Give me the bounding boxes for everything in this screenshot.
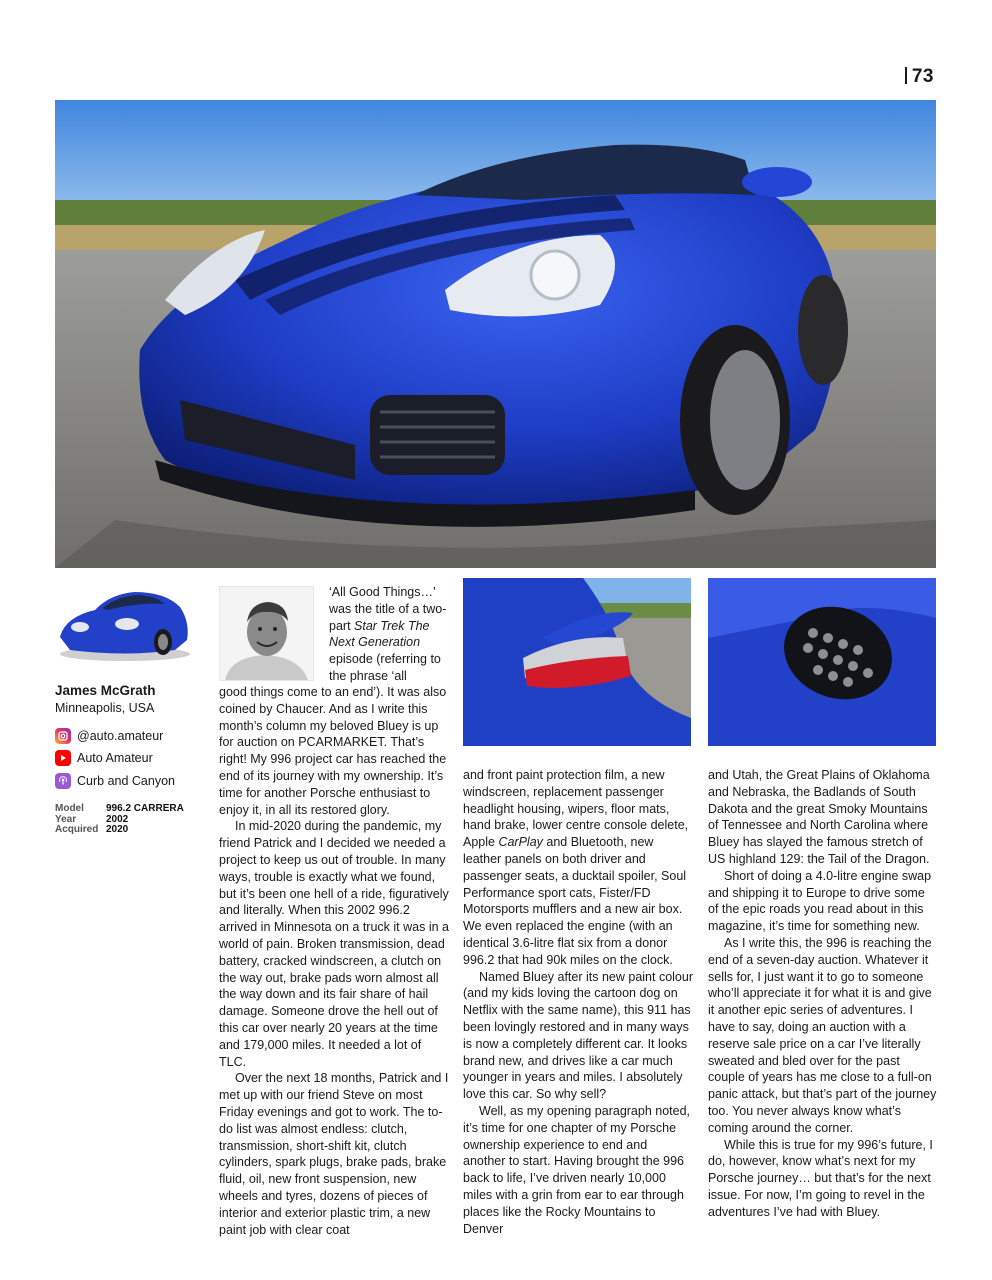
spec-row-model	[55, 804, 184, 815]
podcast-icon	[55, 773, 71, 789]
article-paragraph: Over the next 18 months, Patrick and I met up with our friend Steve on most Friday evenings and got to work. The to-do list was almost endless: clutch, transmission, short-shift kit, clutch cylinders, spark plugs, brake pads, brake fluid, oil, new front suspension, new wheels and tyres, dozens of pieces of interior and exterior plastic trim, a new paint job with clear coat	[219, 1071, 449, 1237]
social-youtube[interactable]	[55, 750, 153, 766]
spec-value: 996.2 CARRERA	[106, 803, 184, 814]
spec-row-acquired	[55, 825, 184, 836]
article-paragraph: Named Bluey after its new paint colour (and my kids loving the cartoon dog on Netflix with the same name), this 911 has been lovingly restored and in many ways is now a completely different car. It looks brand new, and drives like a car much younger in years and miles. I absolutely love this car. So why sell?	[463, 969, 693, 1102]
social-podcast[interactable]	[55, 773, 175, 789]
article-paragraph: and Utah, the Great Plains of Oklahoma and Nebraska, the Badlands of South Dakota and the great Smoky Mountains of Tennessee and North Carolina where Bluey has slayed the famous stretch of US highland 129: the Tail of the Dragon.	[708, 768, 930, 866]
article-text-italic: CarPlay	[498, 835, 543, 850]
article-title-italic: Star Trek The Next Generation	[329, 618, 430, 650]
article-column-1	[219, 684, 449, 1238]
spec-value: 2020	[106, 824, 129, 835]
article-intro	[329, 584, 449, 685]
hood-vent-detail-photo	[708, 578, 936, 746]
article-text: episode (referring to the phrase ‘all	[329, 652, 441, 683]
article-text: and Bluetooth, new leather panels on both driver and passenger seats, a ducktail spoiler, Soul Performance sport cats, Fister/FD Motorsports mufflers and a new air box. We even replaced the engine (with an identical 3.6-litre flat six from a donor 996.2 that had 90k miles on the clock.	[463, 835, 687, 967]
article-paragraph: good things come to an end’). It was also coined by Chaucer. And as I write this month’s column my beloved Bluey is up for auction on PCARMARKET. That’s right! My 996 project car has reached the end of its journey with my ownership. It’s time for another Porsche enthusiast to enjoy it, in all its restored glory.	[219, 685, 447, 817]
hero-car-photo	[55, 100, 936, 568]
taillight-detail-photo	[463, 578, 691, 746]
page-number-text: 73	[911, 66, 934, 87]
spec-value: 2002	[106, 813, 129, 825]
article-paragraph: In mid-2020 during the pandemic, my friend Patrick and I decided we needed a project to keep us out of trouble. In many ways, trouble is exactly what we found, but it’s been one hell of a ride, figuratively and literally. When this 2002 996.2 arrived in Minnesota on a truck it was in a world of pain. Broken transmission, dead battery, cracked windscreen, a clutch on the way out, brake pads worn almost all the way down and its fair share of hail damage. Someone drove the hell out of this car over nearly 20 years at the time and 179,000 miles. It needed a lot of TLC.	[219, 819, 449, 1069]
article-text: and front paint protection film, a new windscreen, replacement passenger headlight housing, wipers, floor mats, hand brake, lower centre console delete, Apple	[463, 768, 689, 850]
car-specs	[55, 804, 184, 836]
social-instagram[interactable]	[55, 728, 163, 744]
article-paragraph: Well, as my opening paragraph noted, it’s time for one chapter of my Porsche ownership experience to end and another to start. Having brought the 996 back to life, I’ve driven nearly 10,000 miles with a grin from ear to ear through places like the Rocky Mountains to Denver	[463, 1103, 691, 1236]
author-location: Minneapolis, USA	[55, 701, 155, 715]
page-number-rule	[905, 67, 907, 84]
page-number	[905, 66, 934, 88]
social-podcast-label: Curb and Canyon	[77, 774, 175, 788]
article-column-2	[463, 767, 693, 1237]
article-paragraph: While this is true for my 996’s future, I do, however, know what’s next for my Porsche journey… but that’s for the next issue. For now, I’m going to revel in the adventures I’ve had with Bluey.	[708, 1137, 933, 1219]
spec-key: Acquired	[55, 824, 99, 835]
spec-key: Model	[55, 803, 84, 814]
author-headshot	[219, 586, 314, 681]
social-youtube-label: Auto Amateur	[77, 751, 153, 765]
article-paragraph: Short of doing a 4.0-litre engine swap and shipping it to Europe to drive some of the epic roads you read about in this magazine, it’s time for something new.	[708, 868, 932, 934]
author-name: James McGrath	[55, 683, 156, 698]
article-paragraph: As I write this, the 996 is reaching the end of a seven-day auction. Whatever it sells for, I just want it to go to someone who’ll appreciate it for what it is and give it another epic series of adventures. I have to say, doing an auction with a reserve sale price on a car I’ve literally sweated and bled over for the past couple of years has me close to a full-on panic attack, but that’s part of the journey too. You never always know what’s coming around the corner.	[708, 935, 937, 1135]
article-column-3	[708, 767, 938, 1221]
article-text: ‘All Good Things…’ was the title of a two-part	[329, 585, 447, 633]
car-thumbnail	[55, 582, 193, 668]
instagram-icon	[55, 728, 71, 744]
spec-key: Year	[55, 813, 77, 825]
youtube-icon	[55, 750, 71, 766]
social-instagram-label: @auto.amateur	[77, 729, 164, 743]
